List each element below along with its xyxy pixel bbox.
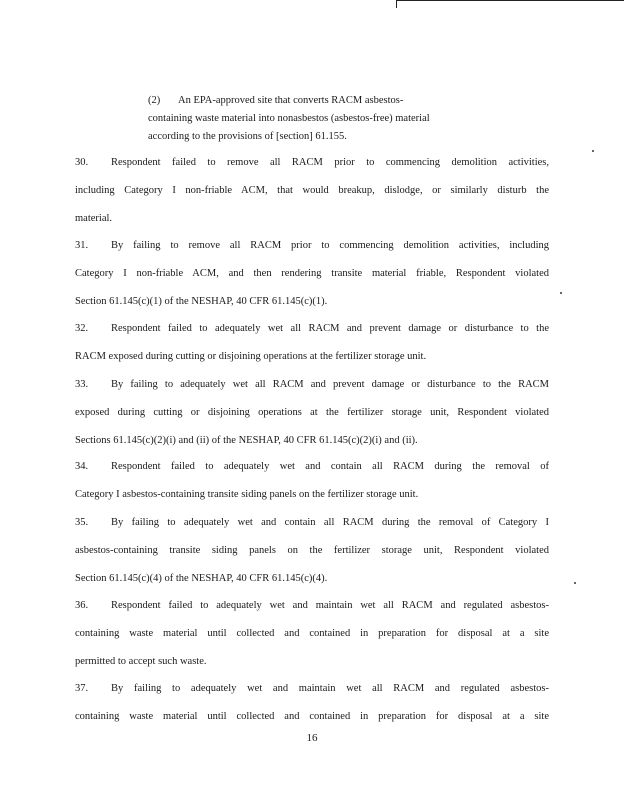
- scan-edge-top: [396, 0, 624, 1]
- paragraph-line: Section 61.145(c)(4) of the NESHAP, 40 CFR 61.145(c)(4).: [75, 573, 328, 584]
- paragraph-line: Section 61.145(c)(1) of the NESHAP, 40 CFR 61.145(c)(1).: [75, 296, 328, 307]
- paragraph-text: By failing to adequately wet and maintain wet all RACM and regulated asbestos-: [111, 683, 549, 694]
- paragraph-line: including Category I non-friable ACM, that would breakup, dislodge, or similarly disturb the: [75, 185, 549, 196]
- paragraph-37: [75, 675, 549, 731]
- paragraph-line: material.: [75, 213, 113, 224]
- scan-edge-right: [396, 0, 397, 8]
- paragraph-text: Respondent failed to adequately wet and contain all RACM during the removal of: [111, 461, 549, 472]
- paragraph-line: [75, 371, 549, 399]
- paragraph-31: [75, 232, 549, 316]
- scan-speck: [560, 292, 562, 294]
- paragraph-line: exposed during cutting or disjoining operations at the fertilizer storage unit, Respondent violated: [75, 407, 549, 418]
- sub-item-text: An EPA-approved site that converts RACM asbestos-: [178, 95, 404, 106]
- paragraph-32: [75, 315, 549, 371]
- paragraph-35: [75, 509, 549, 593]
- paragraph-text: By failing to adequately wet all RACM and prevent damage or disturbance to the RACM: [111, 379, 549, 390]
- paragraph-text: By failing to adequately wet and contain all RACM during the removal of Category I: [111, 517, 549, 528]
- sub-item-line: [148, 92, 488, 110]
- paragraph-line: asbestos-containing transite siding panels on the fertilizer storage unit, Respondent violated: [75, 545, 549, 556]
- paragraph-line: containing waste material until collected and contained in preparation for disposal at a site: [75, 628, 549, 639]
- paragraph-line: permitted to accept such waste.: [75, 656, 207, 667]
- paragraph-number: 36.: [75, 600, 89, 611]
- paragraph-36: [75, 592, 549, 676]
- paragraph-line: [75, 675, 549, 703]
- paragraph-line: [75, 149, 549, 177]
- paragraph-line: RACM exposed during cutting or disjoining operations at the fertilizer storage unit.: [75, 351, 427, 362]
- paragraph-line: [75, 509, 549, 537]
- paragraph-33: [75, 371, 549, 455]
- sub-item-line: according to the provisions of [section] 61.155.: [148, 131, 347, 142]
- paragraph-line: Category I non-friable ACM, and then rendering transite material friable, Respondent violated: [75, 268, 549, 279]
- paragraph-line: Sections 61.145(c)(2)(i) and (ii) of the NESHAP, 40 CFR 61.145(c)(2)(i) and (ii).: [75, 435, 418, 446]
- scan-speck: [592, 150, 594, 152]
- paragraph-number: 30.: [75, 157, 89, 168]
- paragraph-line: Category I asbestos-containing transite siding panels on the fertilizer storage unit.: [75, 489, 419, 500]
- paragraph-number: 34.: [75, 461, 89, 472]
- paragraph-line: [75, 315, 549, 343]
- sub-item-line: containing waste material into nonasbestos (asbestos-free) material: [148, 113, 430, 124]
- paragraph-number: 31.: [75, 240, 89, 251]
- scan-speck: [574, 582, 576, 584]
- paragraph-line: [75, 453, 549, 481]
- paragraph-line: containing waste material until collected and contained in preparation for disposal at a site: [75, 711, 549, 722]
- paragraph-number: 33.: [75, 379, 89, 390]
- sub-item-2: [148, 92, 488, 146]
- paragraph-text: Respondent failed to adequately wet and maintain wet all RACM and regulated asbestos-: [111, 600, 549, 611]
- paragraph-text: Respondent failed to remove all RACM prior to commencing demolition activities,: [111, 157, 549, 168]
- paragraph-line: [75, 232, 549, 260]
- page-number: 16: [306, 732, 318, 744]
- paragraph-line: [75, 592, 549, 620]
- paragraph-number: 37.: [75, 683, 89, 694]
- paragraph-number: 35.: [75, 517, 89, 528]
- paragraph-34: [75, 453, 549, 509]
- paragraph-text: Respondent failed to adequately wet all RACM and prevent damage or disturbance to the: [111, 323, 549, 334]
- paragraph-number: 32.: [75, 323, 89, 334]
- sub-item-number: (2): [148, 95, 161, 106]
- paragraph-text: By failing to remove all RACM prior to commencing demolition activities, including: [111, 240, 549, 251]
- paragraph-30: [75, 149, 549, 233]
